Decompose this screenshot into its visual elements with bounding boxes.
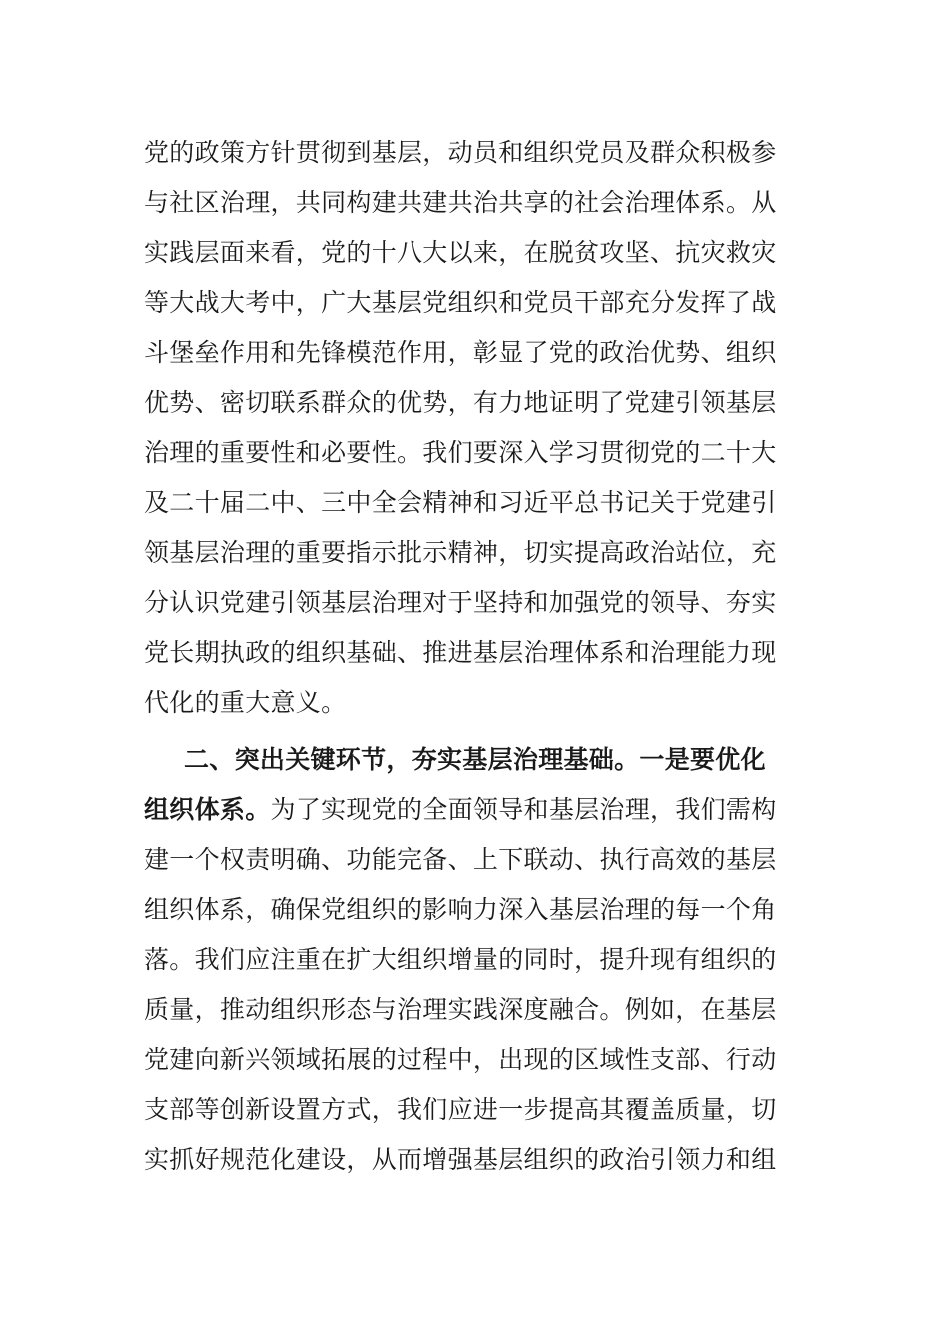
- paragraph-1: [144, 128, 808, 728]
- paragraph-line: 党长期执政的组织基础、推进基层治理体系和治理能力现: [144, 638, 777, 667]
- paragraph-line: 实践层面来看，党的十八大以来，在脱贫攻坚、抗灾救灾: [144, 238, 777, 267]
- paragraph-line: 优势、密切联系群众的优势，有力地证明了党建引领基层: [144, 388, 777, 417]
- section-heading-line: [144, 735, 808, 785]
- paragraph-line: 质量，推动组织形态与治理实践深度融合。例如，在基层: [144, 995, 777, 1024]
- paragraph-line: 组织体系，确保党组织的影响力深入基层治理的每一个角: [144, 895, 777, 924]
- paragraph-text: 为了实现党的全面领导和基层治理，我们需构: [270, 795, 777, 824]
- paragraph-line: 代化的重大意义。: [144, 688, 347, 717]
- paragraph-2: [144, 735, 808, 1185]
- section-heading: 二、突出关键环节，夯实基层治理基础。: [184, 745, 640, 774]
- subheading-lead: 一是要优化: [639, 745, 766, 774]
- paragraph-line: 及二十届二中、三中全会精神和习近平总书记关于党建引: [144, 488, 777, 517]
- paragraph-line: 等大战大考中，广大基层党组织和党员干部充分发挥了战: [144, 288, 777, 317]
- paragraph-line: 实抓好规范化建设，从而增强基层组织的政治引领力和组: [144, 1145, 777, 1174]
- paragraph-line: 党建向新兴领域拓展的过程中，出现的区域性支部、行动: [144, 1045, 777, 1074]
- paragraph-line: 落。我们应注重在扩大组织增量的同时，提升现有组织的: [144, 945, 777, 974]
- paragraph-line: 领基层治理的重要指示批示精神，切实提高政治站位，充: [144, 538, 777, 567]
- paragraph-line: 与社区治理，共同构建共建共治共享的社会治理体系。从: [144, 188, 777, 217]
- paragraph-line: 支部等创新设置方式，我们应进一步提高其覆盖质量，切: [144, 1095, 777, 1124]
- paragraph-line: 建一个权责明确、功能完备、上下联动、执行高效的基层: [144, 845, 777, 874]
- paragraph-line: 治理的重要性和必要性。我们要深入学习贯彻党的二十大: [144, 438, 777, 467]
- paragraph-line: 斗堡垒作用和先锋模范作用，彰显了党的政治优势、组织: [144, 338, 777, 367]
- subheading-tail: 组织体系。: [144, 795, 271, 824]
- paragraph-line: 党的政策方针贯彻到基层，动员和组织党员及群众积极参: [144, 138, 777, 167]
- paragraph-line: 分认识党建引领基层治理对于坚持和加强党的领导、夯实: [144, 588, 777, 617]
- paragraph-line: [144, 785, 808, 835]
